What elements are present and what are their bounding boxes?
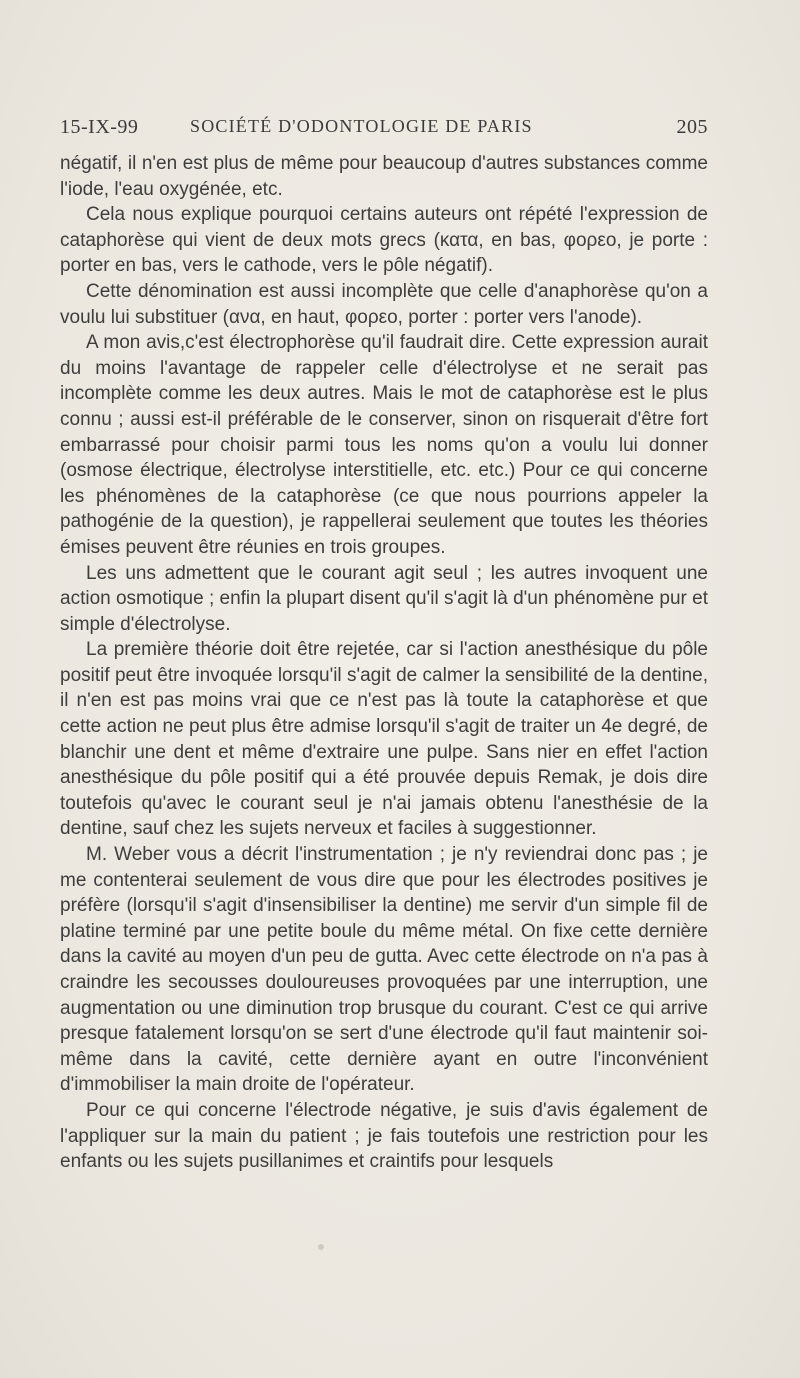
paper-speck [318, 1244, 324, 1250]
paragraph-3: Cette dénomination est aussi incomplète que celle d'anaphorèse qu'on a voulu lui substituer (ανα, en haut, φορεο, porter : porter vers l'anode). [60, 280, 708, 328]
paragraph-6: La première théorie doit être rejetée, car si l'action anesthésique du pôle positif peut être invoquée lorsqu'il s'agit de calmer la sensibilité de la dentine, il n'en est pas moins vrai que ce n'est pas là toute la cataphorèse et que cette action ne peut plus être admise lorsqu'il s'agit de traiter un 4e degré, de blanchir une dent et même d'extraire une pulpe. Sans nier en effet l'action anesthésique du pôle positif qui a été prouvée depuis Remak, je dois dire toutefois qu'avec le courant seul je n'ai jamais obtenu l'anesthésie de la dentine, sauf chez les sujets nerveux et faciles à suggestionner. [60, 639, 708, 840]
body-text [60, 151, 708, 1175]
page-number: 205 [676, 116, 708, 138]
paragraph-5: Les uns admettent que le courant agit seul ; les autres invoquent une action osmotique ; enfin la plupart disent qu'il s'agit là d'un phénomène pur et simple d'électrolyse. [60, 562, 708, 635]
paragraph-2: Cela nous explique pourquoi certains auteurs ont répété l'expression de cataphorèse qui vient de deux mots grecs (κατα, en bas, φορεο, je porte : porter en bas, vers le cathode, vers le pôle négatif). [60, 204, 708, 277]
header-date: 15-IX-99 [60, 116, 139, 138]
paragraph-1: négatif, il n'en est plus de même pour beaucoup d'autres substances comme l'iode, l'eau oxygénée, etc. [60, 153, 708, 200]
paragraph-8: Pour ce qui concerne l'électrode négative, je suis d'avis également de l'appliquer sur la main du patient ; je fais toutefois une restriction pour les enfants ou les sujets pusillanimes et craintifs pour lesquels [60, 1099, 708, 1173]
paragraph-7: M. Weber vous a décrit l'instrumentation ; je n'y reviendrai donc pas ; je me contenterai seulement de vous dire que pour les électrodes positives je préfère (lorsqu'il s'agit d'insensibiliser la dentine) me servir d'un simple fil de platine terminé par une petite boule du même métal. On fixe cette dernière dans la cavité au moyen d'un peu de gutta. Avec cette électrode on n'a pas à craindre les secousses douloureuses provoquées par une interruption, une augmentation ou une diminution trop brusque du courant. C'est ce qui arrive presque fatalement lorsqu'on se sert d'une électrode qu'il faut maintenir soi-même dans la cavité, cette dernière ayant en outre l'inconvénient d'immobiliser la main droite de l'opérateur. [60, 844, 708, 1096]
header-title: SOCIÉTÉ D'ODONTOLOGIE DE PARIS [190, 116, 533, 136]
paragraph-4: A mon avis,c'est électrophorèse qu'il faudrait dire. Cette expression aurait du moins l'avantage de rappeler celle d'électrolyse et ne serait pas incomplète comme les deux autres. Mais le mot de cataphorèse est le plus connu ; aussi est-il préférable de le conserver, sinon on risquerait d'être fort embarrassé pour choisir parmi tous les noms qu'on a voulu lui donner (osmose électrique, électrolyse interstitielle, etc. etc.) Pour ce qui concerne les phénomènes de la cataphorèse (ce que nous pourrions appeler la pathogénie de la question), je rappellerai seulement que toutes les théories émises peuvent être réunies en trois groupes. [60, 332, 708, 558]
running-header [60, 116, 708, 146]
